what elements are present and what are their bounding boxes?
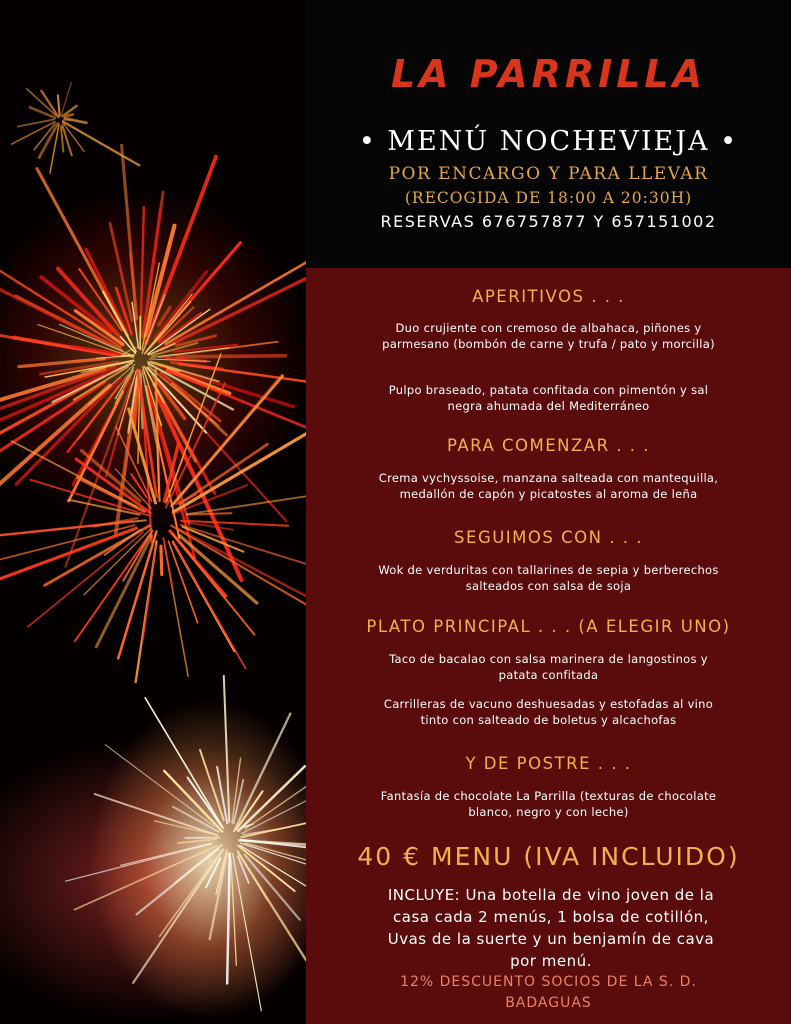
firework-spark [12,441,137,507]
firework-spark [65,115,72,117]
firework-spark [171,526,306,606]
fireworks-illustration [0,0,306,1024]
firework-spark [0,367,114,412]
menu-price: 40 € MENU (IVA INCLUIDO) [357,842,740,871]
dish-item: Wok de verduritas con tallarines de sepia y berberechos salteados con salsa de soja [378,563,719,593]
dish-item: Carrilleras de vacuno deshuesadas y estofadas al vino tinto con salteado de boletus y alcachofas [383,697,714,727]
firework-spark [121,355,133,356]
firework-spark [238,766,304,830]
firework-spark [122,145,137,318]
member-discount: 12% DESCUENTO SOCIOS DE LA S. D. BADAGUAS [400,974,697,1011]
reservation-phones: RESERVAS 676757877 Y 657151002 [380,212,717,231]
firework-spark [224,676,230,822]
fireworks-image [0,0,306,1024]
firework-spark [133,850,223,983]
menu-title: • MENÚ NOCHEVIEJA • [358,126,739,157]
dish-item: Pulpo braseado, patata confitada con pimentón y sal negra ahumada del Mediterráneo [388,383,709,413]
firework-spark [63,122,139,166]
pickup-hours: (RECOGIDA DE 18:00 A 20:30H) [404,189,693,207]
dish-item: Taco de bacalao con salsa marinera de langostinos y patata confitada [389,652,708,682]
firework-spark [227,854,230,984]
dish-item: Crema vychyssoise, manzana salteada con mantequilla, medallón de capón y picatostes al aroma de leña [378,471,719,501]
restaurant-name: LA PARRILLA [390,52,707,96]
order-info: POR ENCARGO Y PARA LLEVAR [388,164,709,184]
firework-spark [231,859,236,965]
section-title-seguimos-con: SEGUIMOS CON . . . [454,528,643,547]
firework-spark [75,846,218,910]
firework-spark [166,242,306,344]
section-title-postre: Y DE POSTRE . . . [465,754,632,773]
firework-spark [143,546,156,641]
firework-spark [141,207,144,338]
firework-spark [245,855,300,920]
firework-spark [30,107,55,117]
firework-spark [164,771,222,832]
firework-spark [238,852,306,1001]
firework-spark [238,845,295,891]
menu-includes: INCLUYE: Una botella de vino joven de la casa cada 2 menús, 1 bolsa de cotillón, Uvas de la suerte y un benjamín de cava por menú. [387,886,715,970]
section-title-aperitivos: APERITIVOS . . . [472,287,625,306]
firework-spark [161,546,162,574]
section-title-plato-principal: PLATO PRINCIPAL . . . (A ELEGIR UNO) [366,617,731,636]
dish-item: Fantasía de chocolate La Parrilla (texturas de chocolate blanco, negro y con leche) [380,789,717,819]
dish-item: Duo crujiente con cremoso de albahaca, piñones y parmesano (bombón de carne y trufa / pato y morcilla) [382,321,715,351]
firework-spark [66,844,211,881]
firework-spark [178,839,216,843]
section-title-para-comenzar: PARA COMENZAR . . . [446,436,651,455]
firework-spark [145,698,223,828]
firework-spark [154,821,217,835]
firework-spark [163,538,172,587]
firework-spark [177,356,285,357]
firework-spark [58,95,60,116]
